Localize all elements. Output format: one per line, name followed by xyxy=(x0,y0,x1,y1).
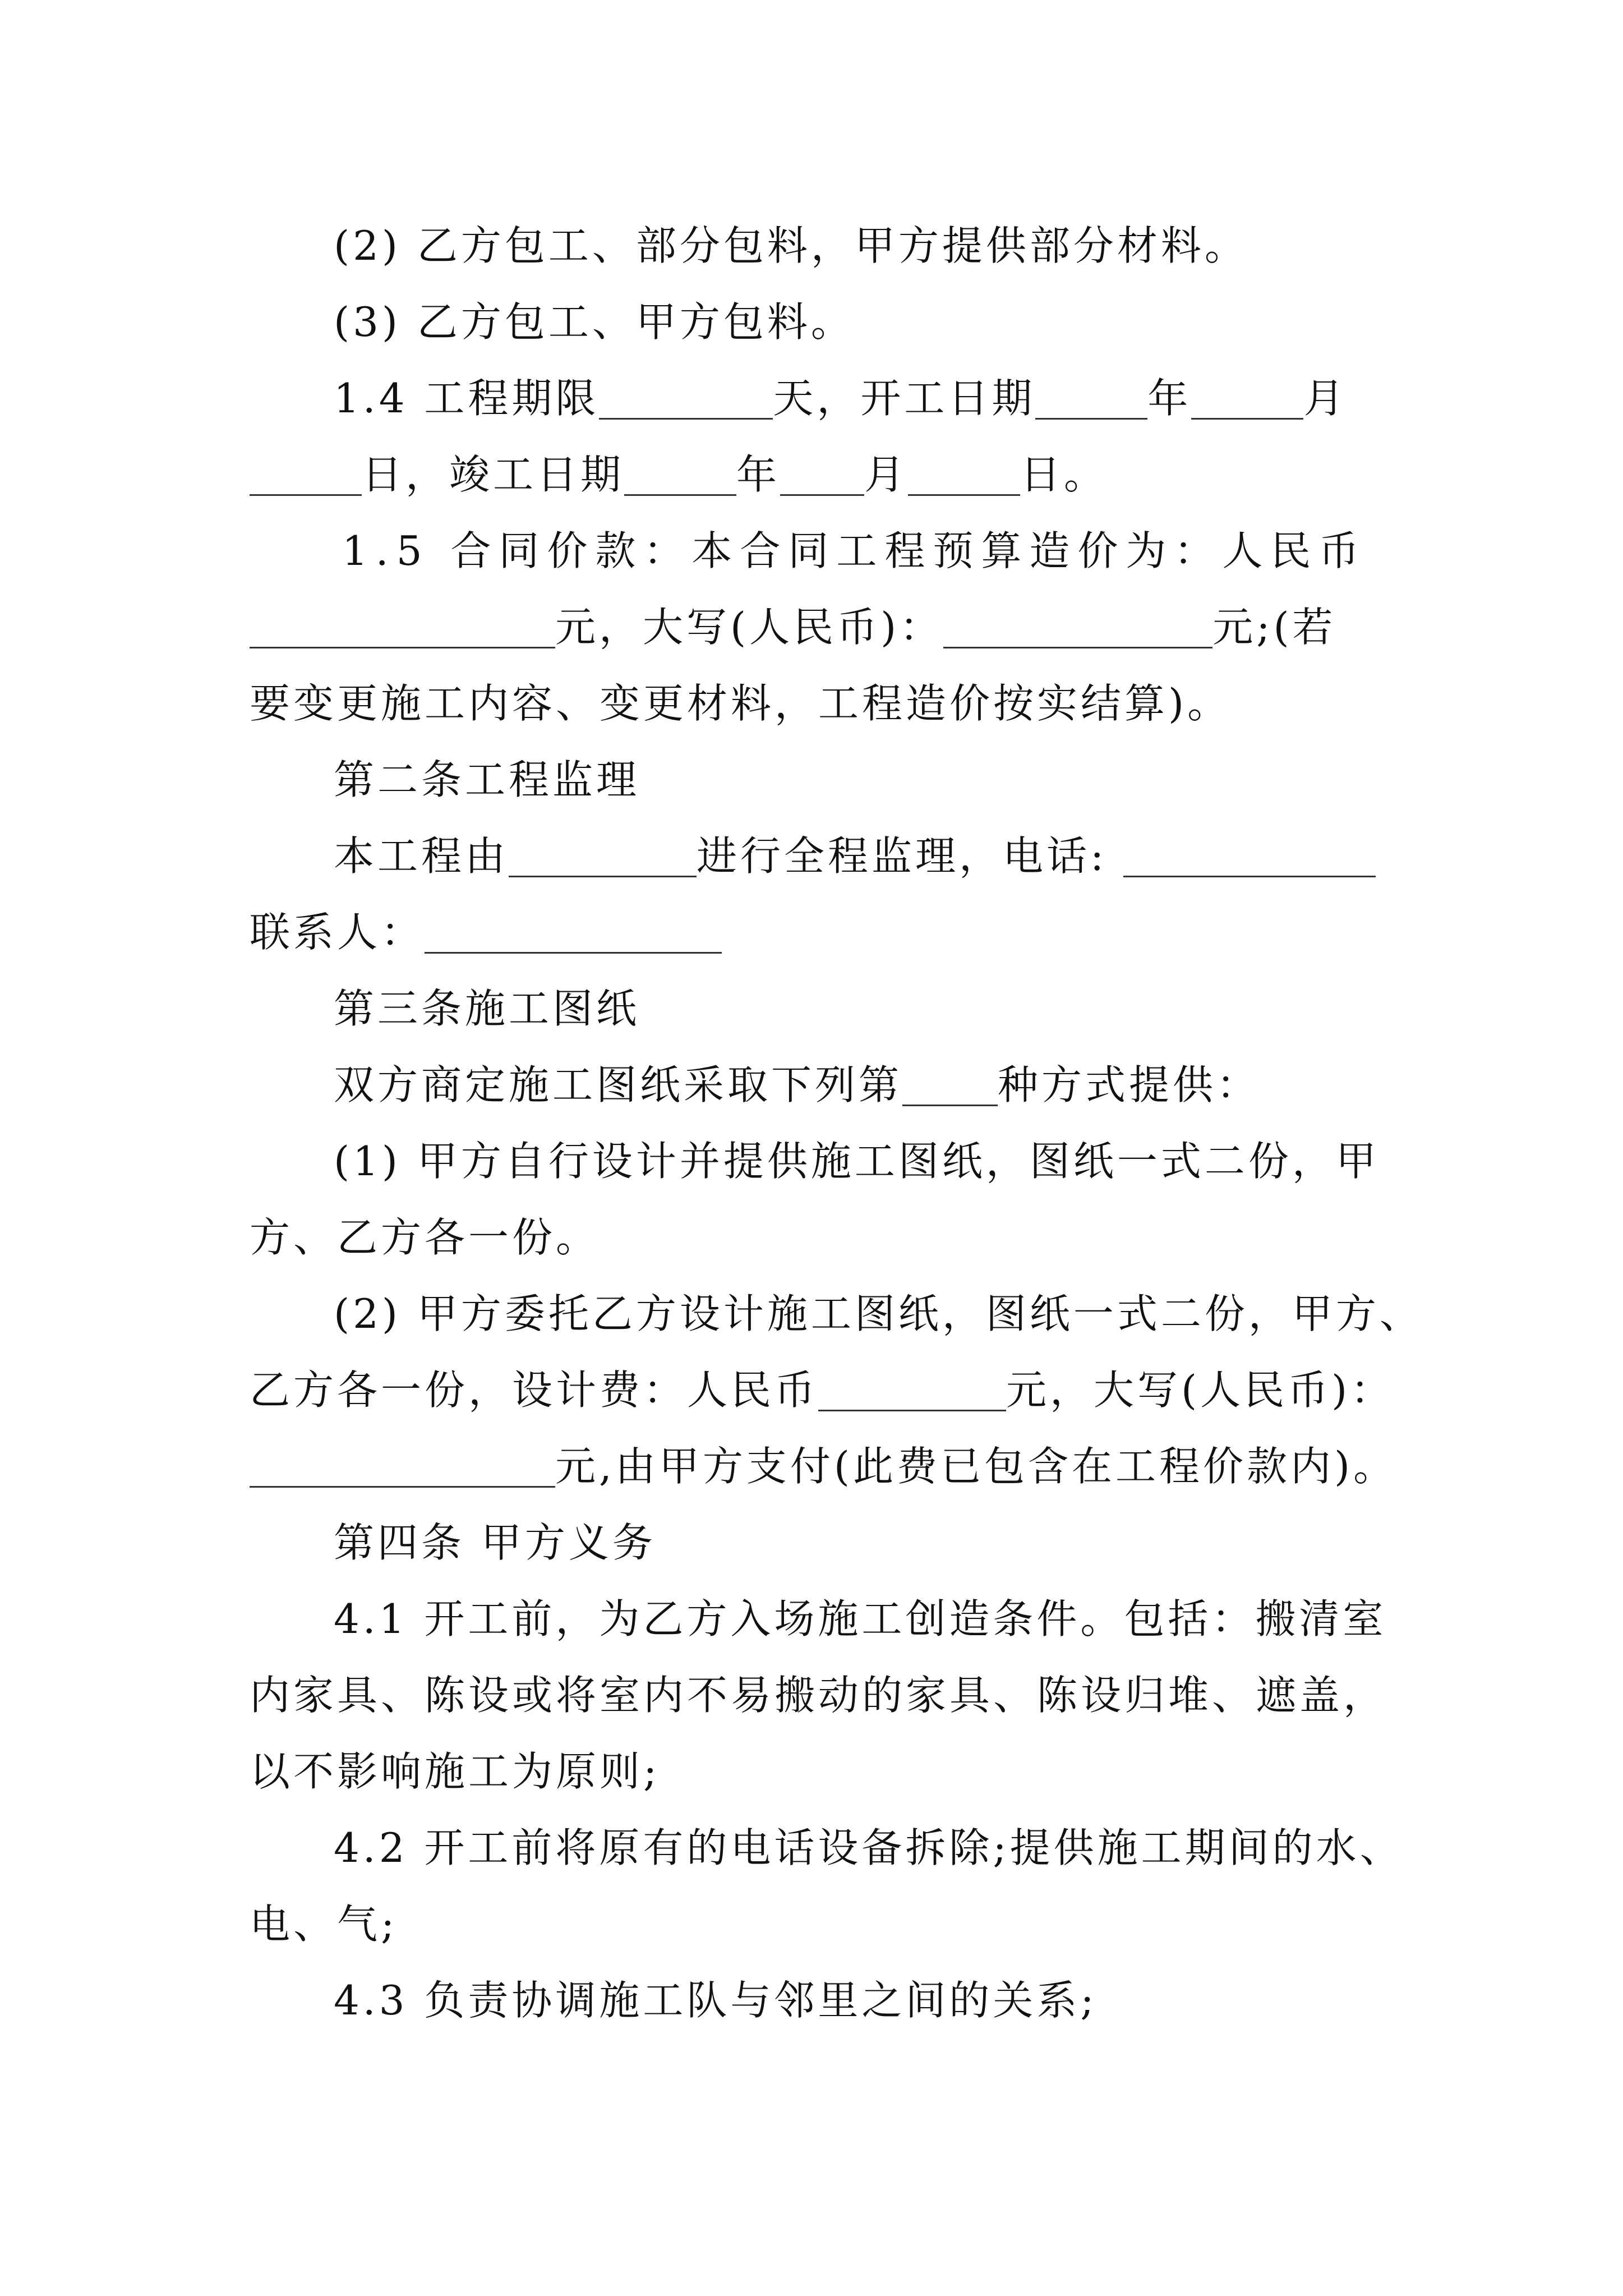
paragraph-line xyxy=(250,513,1396,589)
paragraph-line xyxy=(250,1962,1396,2039)
line-text: (2) 甲方委托乙方设计施工图纸，图纸一式二份，甲方、 xyxy=(334,1290,1423,1337)
line-text: 天，开工日期 xyxy=(773,375,1036,422)
line-text: 4.3 负责协调施工队与邻里之间的关系; xyxy=(334,1977,1098,2024)
paragraph-line xyxy=(250,360,1396,436)
fill-blank[interactable] xyxy=(509,835,697,877)
line-text: 月 xyxy=(864,451,909,498)
fill-blank[interactable] xyxy=(908,454,1020,496)
paragraph-line xyxy=(250,1886,1396,1962)
fill-blank[interactable] xyxy=(250,606,555,648)
paragraph-line xyxy=(250,1352,1396,1428)
line-text: 以不影响施工为原则; xyxy=(250,1748,661,1795)
paragraph-line xyxy=(250,1123,1396,1199)
line-text: 年 xyxy=(736,451,781,498)
line-text: 联系人： xyxy=(250,909,425,956)
line-text: 本工程由 xyxy=(334,832,509,880)
fill-blank[interactable] xyxy=(250,1446,555,1488)
line-text: (1) 甲方自行设计并提供施工图纸，图纸一式二份，甲 xyxy=(334,1138,1380,1185)
line-text: 方、乙方各一份。 xyxy=(250,1214,600,1261)
fill-blank[interactable] xyxy=(599,378,773,420)
paragraph-line xyxy=(250,284,1396,360)
line-text: 日。 xyxy=(1020,451,1108,498)
line-text: 第三条施工图纸 xyxy=(334,985,640,1032)
paragraph-line xyxy=(250,1276,1423,1352)
line-text: 4.1 开工前，为乙方入场施工创造条件。包括：搬清室 xyxy=(334,1595,1387,1642)
line-text: 双方商定施工图纸采取下列第 xyxy=(334,1061,903,1108)
section-heading xyxy=(250,970,1396,1047)
line-text: (3) 乙方包工、甲方包料。 xyxy=(334,298,855,346)
paragraph-line xyxy=(250,1581,1396,1657)
paragraph-line xyxy=(250,1428,1396,1504)
line-text: (2) 乙方包工、部分包料，甲方提供部分材料。 xyxy=(334,222,1248,269)
line-text: 元,由甲方支付(此费已包含在工程价款内)。 xyxy=(555,1443,1398,1490)
line-text: 内家具、陈设或将室内不易搬动的家具、陈设归堆、遮盖， xyxy=(250,1672,1387,1719)
fill-blank[interactable] xyxy=(250,454,362,496)
line-text: 日，竣工日期 xyxy=(362,451,625,498)
fill-blank[interactable] xyxy=(780,454,864,496)
section-heading xyxy=(250,1504,1396,1581)
line-text: 元，大写(人民币)： xyxy=(555,604,944,651)
line-text: 乙方各一份，设计费：人民币 xyxy=(250,1366,819,1414)
fill-blank[interactable] xyxy=(1035,378,1147,420)
line-text: 元，大写(人民币)： xyxy=(1006,1366,1395,1414)
fill-blank[interactable] xyxy=(1191,378,1303,420)
fill-blank[interactable] xyxy=(902,1064,998,1106)
line-text: 元;(若 xyxy=(1212,604,1336,651)
line-text: 月 xyxy=(1303,375,1348,422)
paragraph-line xyxy=(250,1733,1396,1810)
paragraph-line xyxy=(250,1047,1396,1123)
paragraph-line xyxy=(250,436,1396,513)
paragraph-line xyxy=(250,1657,1396,1733)
line-text: 4.2 开工前将原有的电话设备拆除;提供施工期间的水、 xyxy=(334,1824,1404,1871)
fill-blank[interactable] xyxy=(1123,835,1376,877)
line-text: 进行全程监理，电话: xyxy=(697,832,1108,880)
paragraph-line xyxy=(250,894,1396,970)
line-text: 第二条工程监理 xyxy=(334,756,640,803)
fill-blank[interactable] xyxy=(425,912,722,954)
line-text: 1.5 合同价款：本合同工程预算造价为：人民币 xyxy=(342,527,1367,574)
paragraph-line xyxy=(250,208,1396,284)
paragraph-line xyxy=(250,589,1396,665)
line-text: 要变更施工内容、变更材料，工程造价按实结算)。 xyxy=(250,680,1232,727)
paragraph-line xyxy=(250,818,1396,894)
line-text: 年 xyxy=(1147,375,1192,422)
paragraph-line xyxy=(250,665,1396,742)
line-text: 第四条 甲方义务 xyxy=(334,1519,656,1566)
fill-blank[interactable] xyxy=(818,1369,1006,1411)
fill-blank[interactable] xyxy=(943,606,1212,648)
line-text: 1.4 工程期限 xyxy=(334,375,600,422)
paragraph-line xyxy=(250,1810,1404,1886)
paragraph-line xyxy=(250,1199,1396,1276)
line-text: 种方式提供： xyxy=(998,1061,1261,1108)
line-text: 电、气; xyxy=(250,1901,398,1948)
section-heading xyxy=(250,742,1396,818)
fill-blank[interactable] xyxy=(624,454,736,496)
